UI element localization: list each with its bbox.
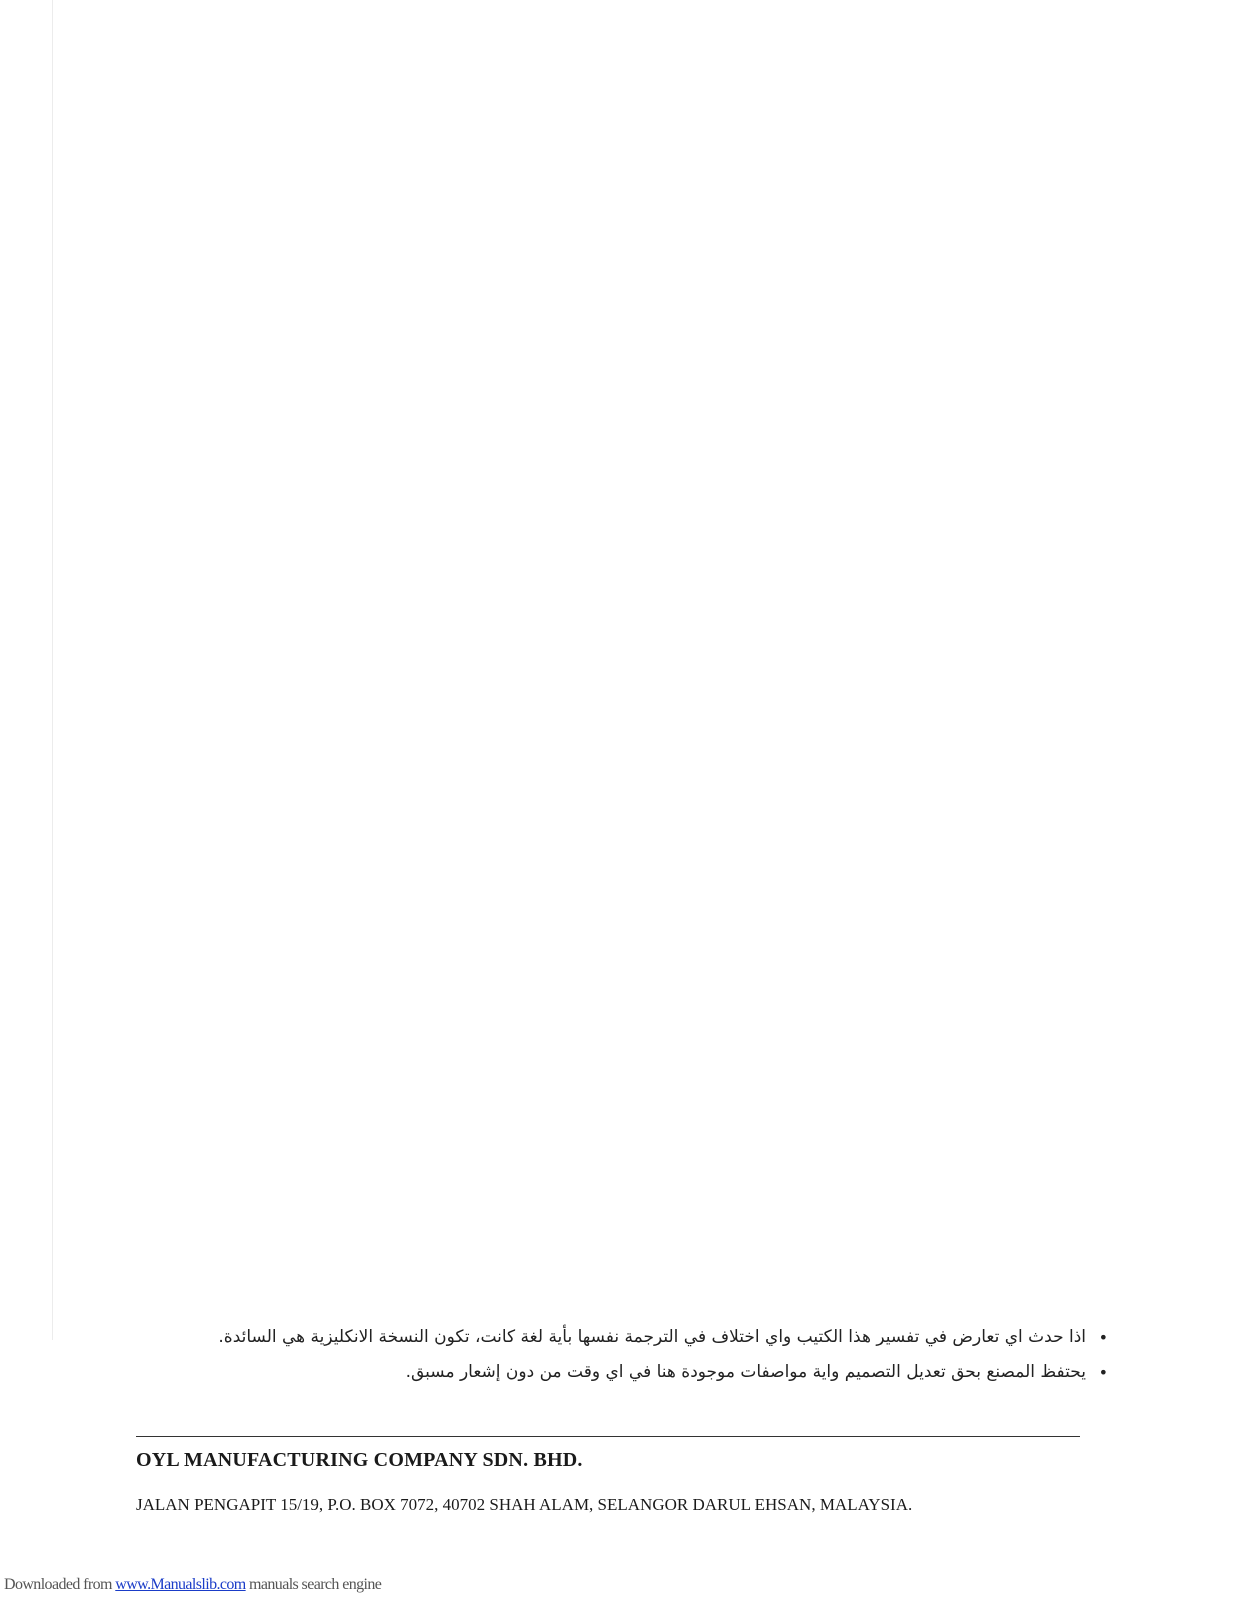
bullet-icon: • bbox=[1098, 1363, 1108, 1382]
footer-prefix: Downloaded from bbox=[4, 1576, 116, 1593]
company-address: JALAN PENGAPIT 15/19, P.O. BOX 7072, 40702 SHAH ALAM, SELANGOR DARUL EHSAN, MALAYSIA. bbox=[136, 1495, 913, 1514]
note-item bbox=[120, 1360, 1108, 1385]
footer-suffix: manuals search engine bbox=[245, 1576, 382, 1593]
disclaimer-notes bbox=[120, 1325, 1108, 1395]
manualslib-link[interactable]: www.Manualslib.com bbox=[115, 1576, 246, 1593]
bullet-icon: • bbox=[1098, 1328, 1108, 1347]
note-item bbox=[120, 1325, 1108, 1350]
note-text: يحتفظ المصنع بحق تعديل التصميم واية مواصفات موجودة هنا في اي وقت من دون إشعار مسبق. bbox=[405, 1362, 1086, 1382]
download-footer bbox=[4, 1576, 381, 1594]
page-edge-line bbox=[52, 0, 53, 1340]
divider-line bbox=[136, 1436, 1080, 1437]
company-name: OYL MANUFACTURING COMPANY SDN. BHD. bbox=[136, 1449, 583, 1471]
note-text: اذا حدث اي تعارض في تفسير هذا الكتيب واي اختلاف في الترجمة نفسها بأية لغة كانت، تكون النسخة الانكليزية هي السائدة. bbox=[218, 1327, 1086, 1347]
